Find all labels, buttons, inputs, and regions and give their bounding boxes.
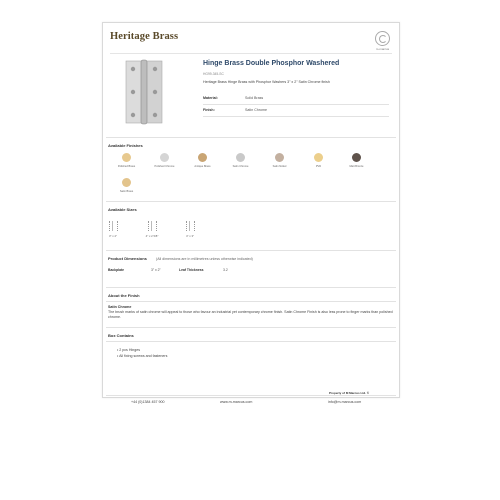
- section-divider: [106, 341, 396, 342]
- section-divider: [106, 201, 396, 202]
- finish-swatch-polished-chrome[interactable]: [154, 153, 175, 168]
- finish-color-dot: [236, 153, 245, 162]
- spec-value: Satin Chrome: [245, 108, 267, 112]
- footer-divider: [106, 395, 396, 396]
- leaf-thickness-label: Leaf Thickness: [179, 268, 204, 272]
- product-title: Hinge Brass Double Phosphor Washered: [203, 60, 340, 67]
- about-finish-subtitle: Satin Chrome: [108, 305, 132, 309]
- finish-swatch-satin-brass[interactable]: [120, 178, 133, 193]
- finishes-title: Available Finishes: [108, 143, 143, 148]
- about-finish-title: About the Finish: [108, 293, 140, 298]
- footer-website[interactable]: www.m-marcus.com: [220, 400, 253, 404]
- property-notice: Property of M Marcus Ltd. ©: [329, 391, 370, 395]
- finish-swatch-polished-brass[interactable]: [117, 153, 136, 168]
- finish-swatch-matt-bronze[interactable]: [350, 153, 363, 168]
- hinge-size-icon: [186, 221, 195, 231]
- finish-label: Satin Chrome: [232, 165, 249, 168]
- spec-row-material: [203, 96, 389, 100]
- sizes-title: Available Sizes: [108, 207, 137, 212]
- dimensions-title: Product Dimensions: [108, 256, 147, 261]
- hinge-size-icon: [109, 221, 118, 231]
- box-contains-title: Box Contains: [108, 333, 134, 338]
- finish-label: PVD: [315, 165, 322, 168]
- spec-label: Finish:: [203, 108, 215, 112]
- section-divider: [106, 137, 396, 138]
- finish-swatch-satin-chrome[interactable]: [234, 153, 247, 168]
- size-label: 3" x 2": [108, 234, 118, 238]
- backplate-label: Backplate: [108, 268, 125, 272]
- header-divider: [110, 53, 392, 54]
- size-option-4x3[interactable]: [177, 221, 203, 238]
- box-item: • All fixing screws and fasteners: [117, 354, 168, 358]
- finish-label: Polished Chrome: [154, 165, 175, 168]
- finish-color-dot: [275, 153, 284, 162]
- finish-color-dot: [122, 178, 131, 187]
- footer-email[interactable]: info@m-marcus.com: [328, 400, 362, 404]
- finish-swatch-satin-nickel[interactable]: [273, 153, 286, 168]
- spec-divider: [203, 116, 389, 117]
- finish-color-dot: [160, 153, 169, 162]
- finish-color-dot: [198, 153, 207, 162]
- finish-color-dot: [122, 153, 131, 162]
- hinge-product-image: [124, 59, 164, 125]
- finish-label: Polished Brass: [117, 165, 136, 168]
- size-label: 4" x 3": [185, 234, 195, 238]
- m-marcus-logo-text: m-marcus: [375, 47, 390, 51]
- box-item: • 2 pcs Hinges: [117, 348, 141, 352]
- spec-value: Solid Brass: [245, 96, 264, 100]
- dimensions-note: (All dimensions are in millimetres unless otherwise indicated): [156, 256, 253, 261]
- finish-color-dot: [314, 153, 323, 162]
- backplate-value: 3" x 2": [151, 268, 161, 272]
- m-marcus-logo-icon: [375, 31, 390, 46]
- hinge-size-icon: [148, 221, 157, 231]
- finish-label: Antique Brass: [194, 165, 211, 168]
- finish-label: Matt Bronze: [349, 165, 364, 168]
- finish-swatch-pvd[interactable]: [312, 153, 325, 168]
- spec-row-finish: [203, 108, 389, 112]
- product-sheet: [102, 22, 400, 404]
- about-finish-text: The brush marks of satin chrome will appeal to those who favour an industrial yet contemporary chrome finish. Satin Chrome Finish is also less prone to finger marks than polished chrome.: [108, 310, 393, 319]
- section-divider: [106, 250, 396, 251]
- finish-color-dot: [352, 153, 361, 162]
- spec-divider: [203, 104, 389, 105]
- finish-swatch-antique-brass[interactable]: [196, 153, 209, 168]
- box-item-text: 2 pcs Hinges: [119, 348, 141, 352]
- size-option-4x2-5-8[interactable]: [139, 221, 165, 238]
- finish-label: Satin Brass: [119, 190, 134, 193]
- size-label: 4" x 2 5/8": [145, 234, 159, 238]
- m-marcus-logo: [375, 31, 390, 51]
- section-divider: [106, 327, 396, 328]
- size-option-3x2[interactable]: [100, 221, 126, 238]
- product-description: Heritage Brass Hinge Brass with Phosphor Washers 3" x 2" Satin Chrome finish: [203, 80, 330, 84]
- finish-label: Satin Nickel: [272, 165, 287, 168]
- product-code: HG99-345-SC: [203, 72, 224, 76]
- box-item-text: All fixing screws and fasteners: [119, 354, 168, 358]
- heritage-brass-logo: Heritage Brass: [110, 31, 179, 42]
- spec-label: Material:: [203, 96, 218, 100]
- leaf-thickness-value: 3.2: [223, 268, 228, 272]
- section-divider: [106, 287, 396, 288]
- section-divider: [106, 301, 396, 302]
- footer-phone[interactable]: +44 (0)1384 457 900: [131, 400, 165, 404]
